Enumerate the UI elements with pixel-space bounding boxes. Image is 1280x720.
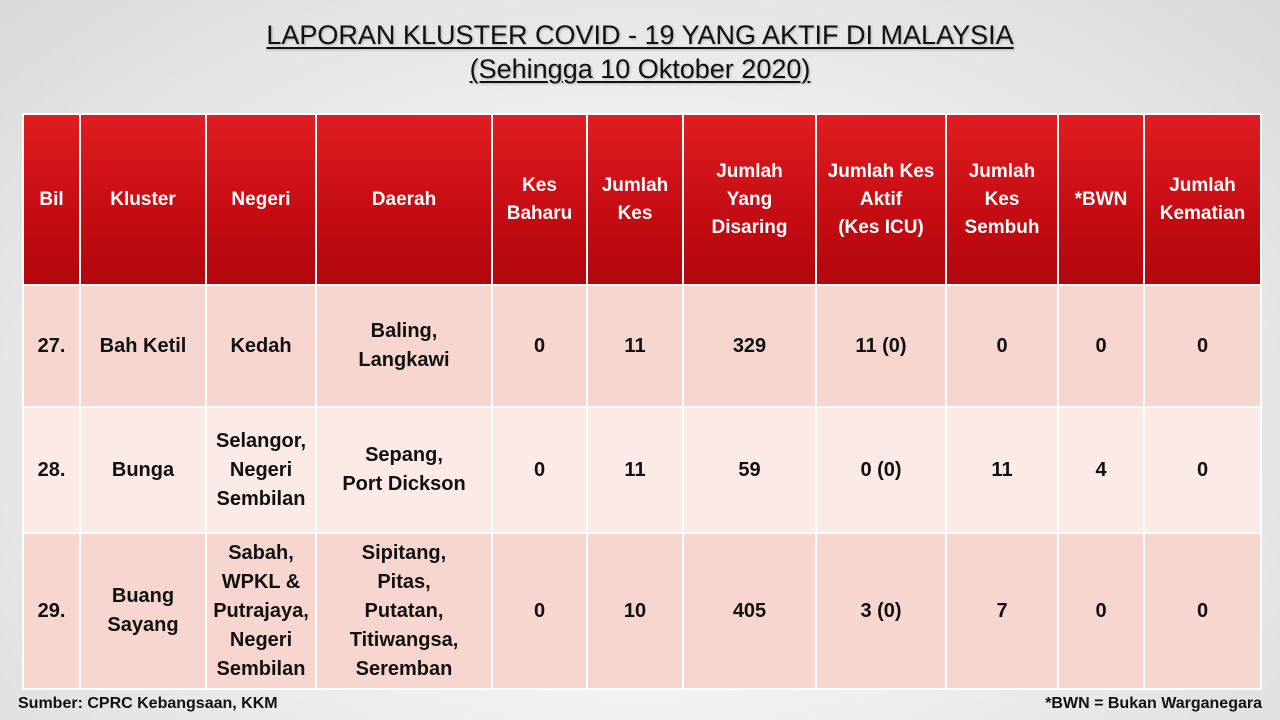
header-kes-sembuh: Jumlah Kes Sembuh	[946, 114, 1058, 285]
header-bil: Bil	[23, 114, 80, 285]
header-bwn: *BWN	[1058, 114, 1144, 285]
page-title: LAPORAN KLUSTER COVID - 19 YANG AKTIF DI MALAYSIA	[266, 20, 1014, 50]
cell-kes-baharu: 0	[492, 533, 587, 689]
cell-kes-aktif: 11 (0)	[816, 285, 946, 407]
table-row	[23, 407, 1261, 533]
cell-jumlah-kes: 11	[587, 407, 683, 533]
cell-bil: 27.	[23, 285, 80, 407]
cell-bwn: 4	[1058, 407, 1144, 533]
cell-negeri: Sabah, WPKL & Putrajaya, Negeri Sembilan	[206, 533, 316, 689]
cell-bwn: 0	[1058, 285, 1144, 407]
header-negeri: Negeri	[206, 114, 316, 285]
cell-daerah: Sipitang, Pitas, Putatan, Titiwangsa, Seremban	[316, 533, 492, 689]
header-kes-baharu: Kes Baharu	[492, 114, 587, 285]
source-note: Sumber: CPRC Kebangsaan, KKM	[18, 695, 278, 712]
cell-daerah: Sepang, Port Dickson	[316, 407, 492, 533]
table-row	[23, 285, 1261, 407]
cell-bwn: 0	[1058, 533, 1144, 689]
cluster-table	[22, 113, 1262, 690]
table-row	[23, 533, 1261, 689]
cell-jumlah-disaring: 405	[683, 533, 816, 689]
cell-negeri: Kedah	[206, 285, 316, 407]
cell-negeri: Selangor, Negeri Sembilan	[206, 407, 316, 533]
header-kluster: Kluster	[80, 114, 206, 285]
cell-kes-baharu: 0	[492, 285, 587, 407]
cell-kes-baharu: 0	[492, 407, 587, 533]
header-kes-aktif: Jumlah Kes Aktif (Kes ICU)	[816, 114, 946, 285]
cell-kematian: 0	[1144, 407, 1261, 533]
header-jumlah-disaring: Jumlah Yang Disaring	[683, 114, 816, 285]
cell-kes-sembuh: 11	[946, 407, 1058, 533]
header-jumlah-kes: Jumlah Kes	[587, 114, 683, 285]
cell-bil: 29.	[23, 533, 80, 689]
cell-bil: 28.	[23, 407, 80, 533]
cell-kematian: 0	[1144, 533, 1261, 689]
cell-kes-sembuh: 7	[946, 533, 1058, 689]
cell-jumlah-disaring: 329	[683, 285, 816, 407]
page-subtitle: (Sehingga 10 Oktober 2020)	[469, 54, 811, 84]
header-daerah: Daerah	[316, 114, 492, 285]
cell-daerah: Baling, Langkawi	[316, 285, 492, 407]
cell-jumlah-disaring: 59	[683, 407, 816, 533]
cell-kluster: Bunga	[80, 407, 206, 533]
cell-kes-sembuh: 0	[946, 285, 1058, 407]
cell-kes-aktif: 0 (0)	[816, 407, 946, 533]
cell-jumlah-kes: 10	[587, 533, 683, 689]
cell-kematian: 0	[1144, 285, 1261, 407]
cell-jumlah-kes: 11	[587, 285, 683, 407]
cell-kluster: Bah Ketil	[80, 285, 206, 407]
table-header-row	[23, 114, 1261, 285]
bwn-footnote: *BWN = Bukan Warganegara	[1045, 695, 1262, 712]
header-kematian: Jumlah Kematian	[1144, 114, 1261, 285]
title-block	[0, 18, 1280, 86]
cell-kluster: Buang Sayang	[80, 533, 206, 689]
cell-kes-aktif: 3 (0)	[816, 533, 946, 689]
